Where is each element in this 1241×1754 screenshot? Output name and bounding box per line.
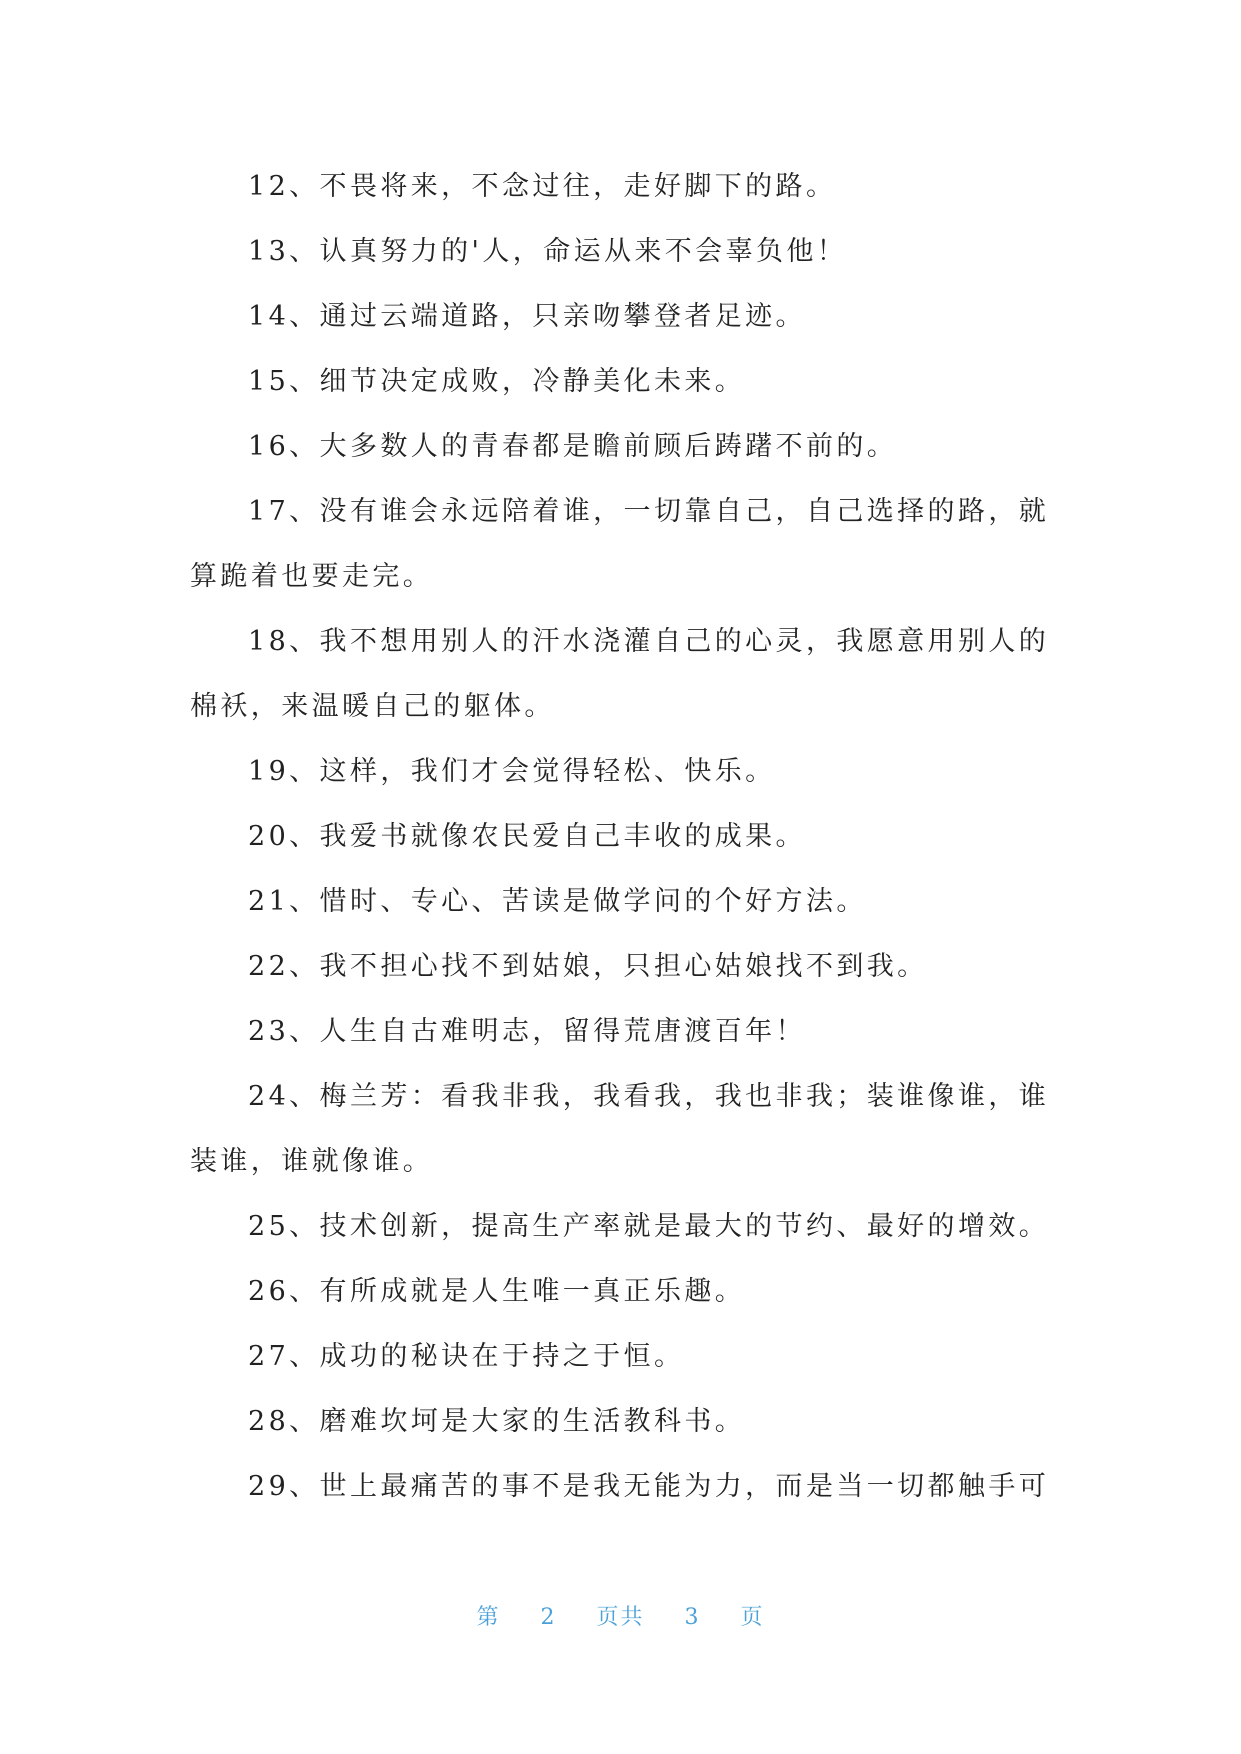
- paragraph-27: 27、成功的秘诀在于持之于恒。: [248, 1341, 685, 1372]
- paragraph-28: 28、磨难坎坷是大家的生活教科书。: [248, 1406, 746, 1437]
- paragraph-15: 15、细节决定成败，冷静美化未来。: [248, 366, 746, 397]
- paragraph-13: 13、认真努力的'人，命运从来不会辜负他！: [248, 236, 848, 267]
- paragraph-25: 25、技术创新，提高生产率就是最大的节约、最好的增效。: [248, 1211, 1050, 1242]
- paragraph-22: 22、我不担心找不到姑娘，只担心姑娘找不到我。: [248, 951, 928, 982]
- paragraph-26: 26、有所成就是人生唯一真正乐趣。: [248, 1276, 746, 1307]
- paragraph-16: 16、大多数人的青春都是瞻前顾后踌躇不前的。: [248, 431, 898, 462]
- paragraph-14: 14、通过云端道路，只亲吻攀登者足迹。: [248, 301, 806, 332]
- footer-current-page: 2: [540, 1605, 557, 1630]
- paragraph-20: 20、我爱书就像农民爱自己丰收的成果。: [248, 821, 806, 852]
- paragraph-19: 19、这样，我们才会觉得轻松、快乐。: [248, 756, 776, 787]
- footer-prefix: 第: [476, 1605, 501, 1630]
- document-body: [190, 154, 1050, 1519]
- paragraph-24: 24、梅兰芳：看我非我，我看我，我也非我；装谁像谁，谁装谁，谁就像谁。: [190, 1081, 1050, 1177]
- paragraph-17: 17、没有谁会永远陪着谁，一切靠自己，自己选择的路，就算跪着也要走完。: [190, 496, 1050, 592]
- paragraph-29: 29、世上最痛苦的事不是我无能为力，而是当一切都触手可: [248, 1471, 1050, 1502]
- paragraph-12: 12、不畏将来，不念过往，走好脚下的路。: [248, 171, 837, 202]
- footer-suffix: 页: [740, 1605, 765, 1630]
- footer-middle: 页共: [596, 1605, 645, 1630]
- paragraph-18: 18、我不想用别人的汗水浇灌自己的心灵，我愿意用别人的棉袄，来温暖自己的躯体。: [190, 626, 1050, 722]
- paragraph-21: 21、惜时、专心、苦读是做学问的个好方法。: [248, 886, 867, 917]
- page-footer: [0, 1600, 1241, 1631]
- paragraph-23: 23、人生自古难明志，留得荒唐渡百年！: [248, 1016, 806, 1047]
- footer-total-pages: 3: [684, 1605, 701, 1630]
